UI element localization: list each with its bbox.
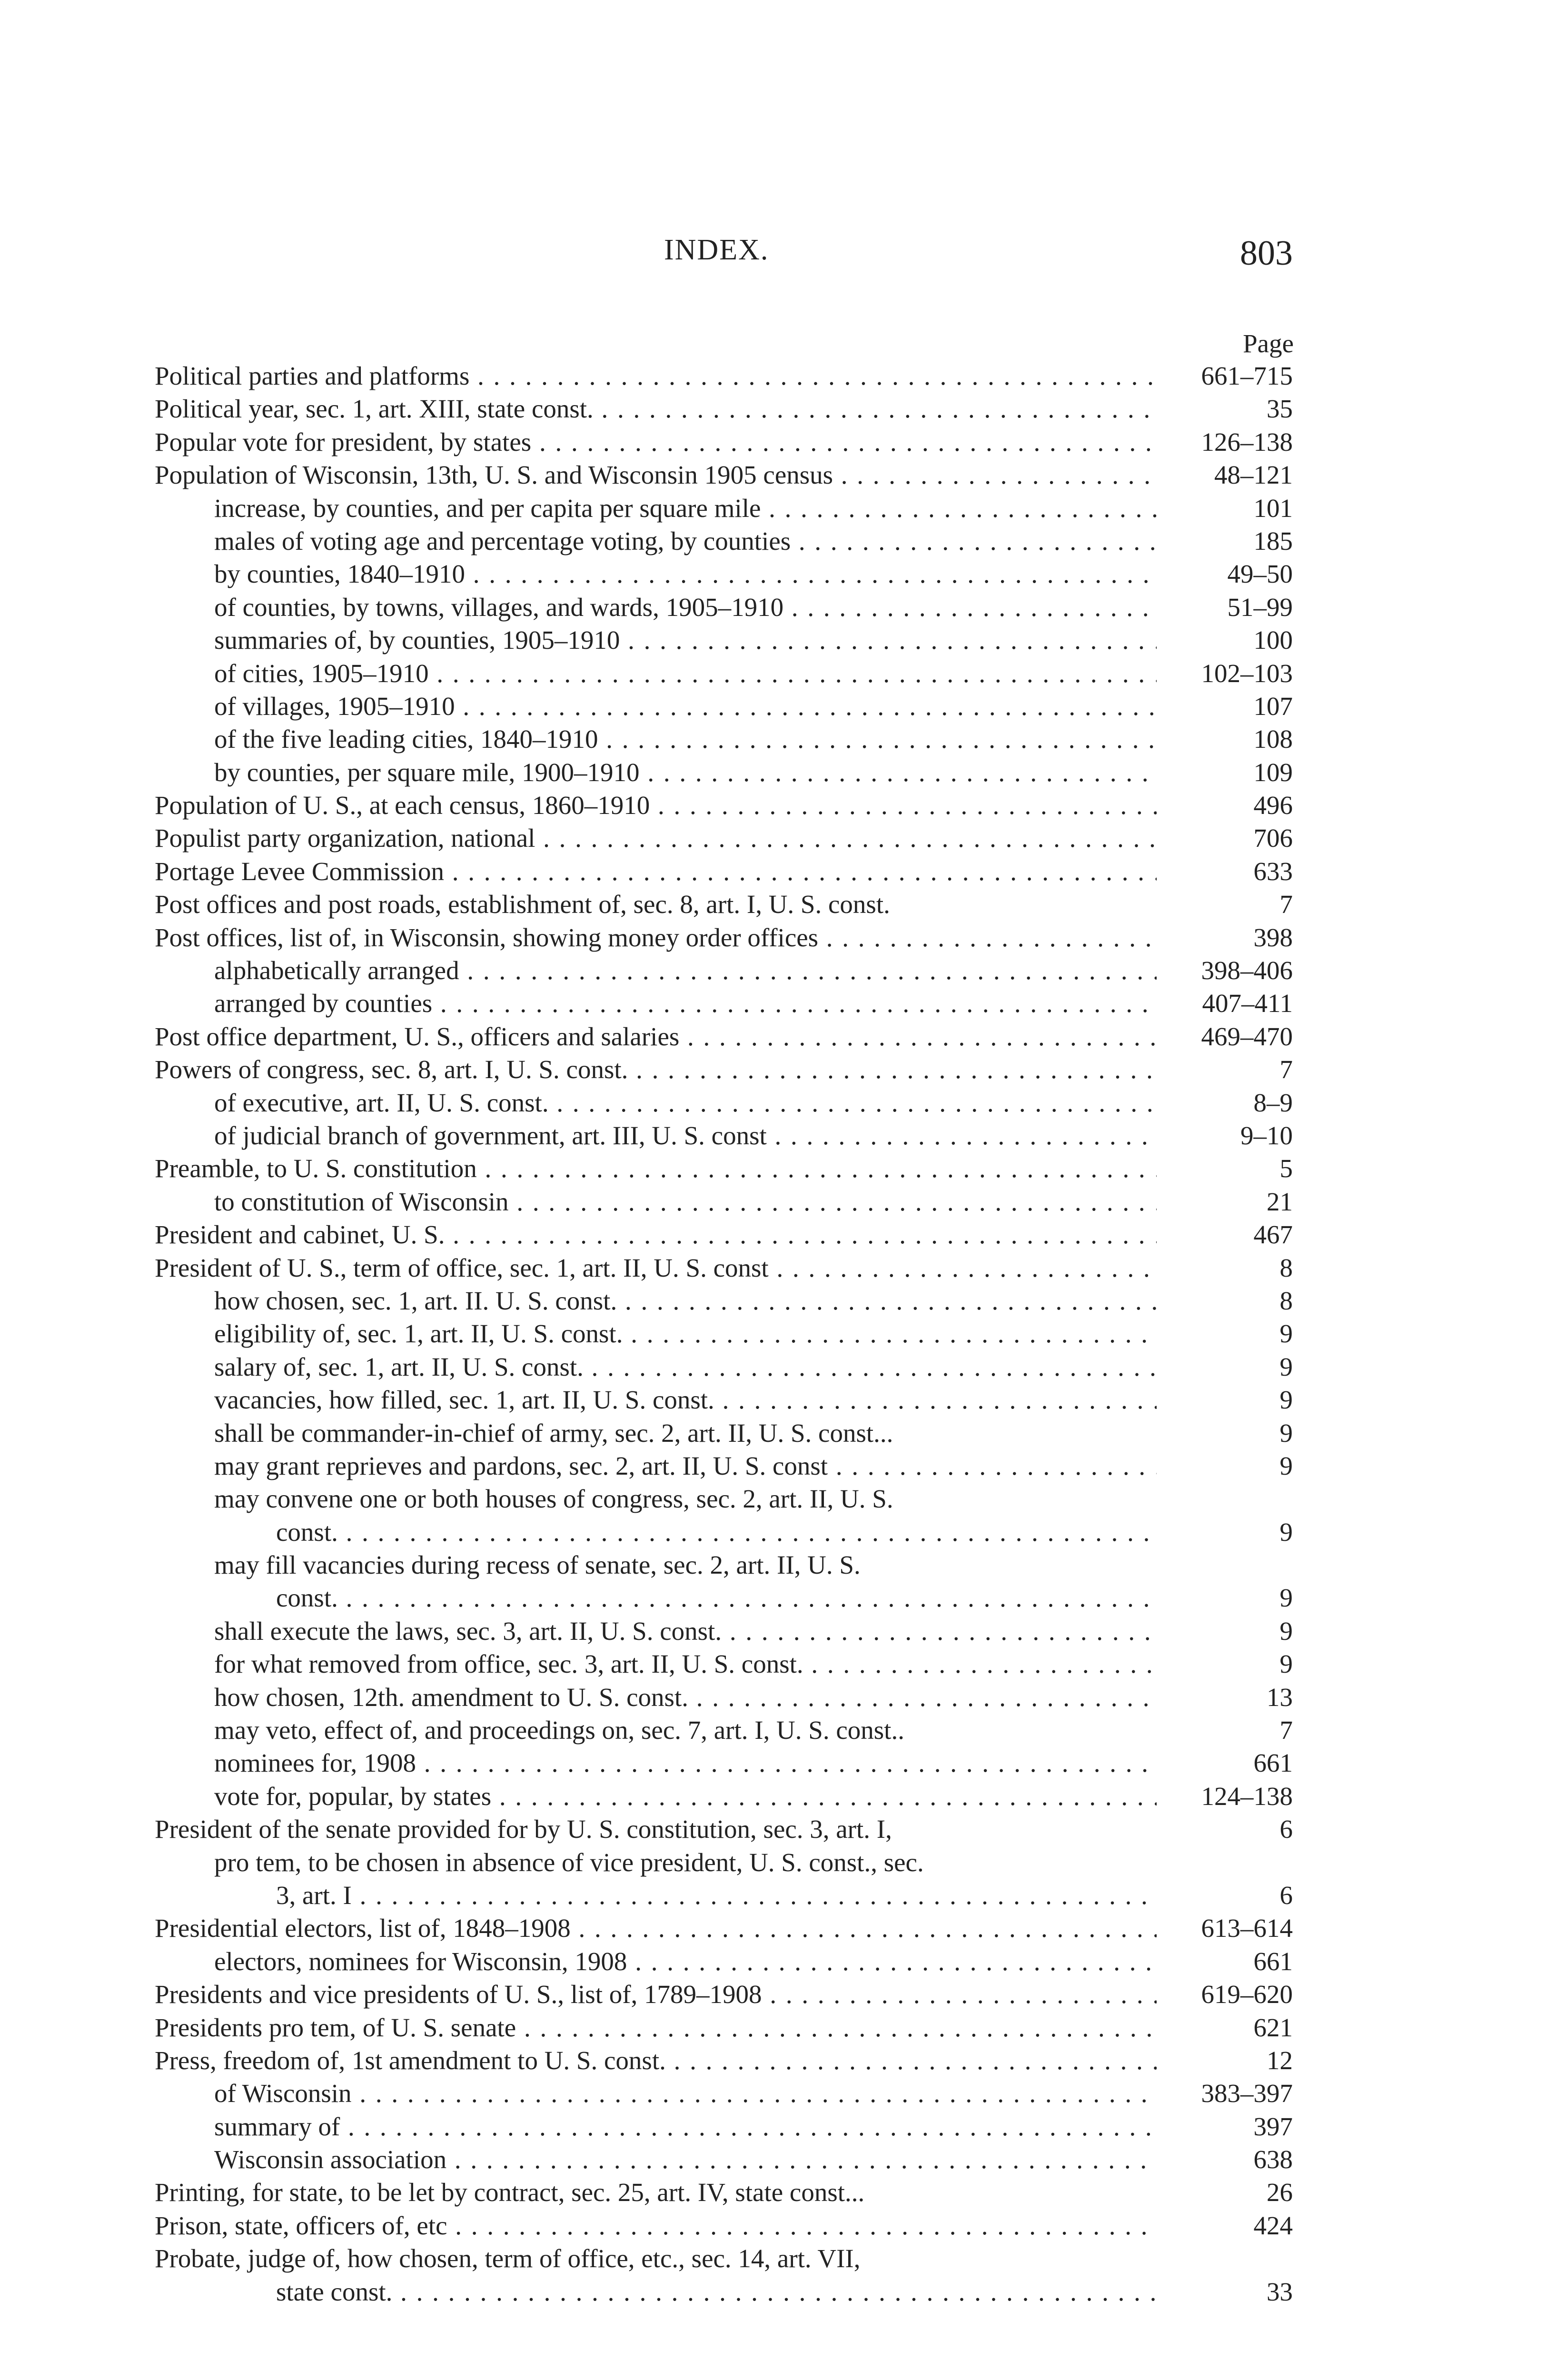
index-entry [0, 1746, 1546, 1779]
index-entry [0, 1185, 1546, 1218]
entry-page: 661 [1253, 1946, 1293, 1976]
entry-page: 9 [1279, 1517, 1293, 1547]
index-entry [0, 1780, 1546, 1813]
entry-text: Portage Levee Commission . . . [155, 855, 1157, 888]
index-entry [0, 855, 1546, 888]
index-entry [0, 1846, 1546, 1879]
entry-page: 101 [1253, 493, 1293, 523]
entry-text: may grant reprieves and pardons, sec. 2, art. II, U. S. const . . . [214, 1449, 1157, 1482]
entry-page: 9 [1279, 1649, 1293, 1679]
entry-text: of judicial branch of government, art. III, U. S. const . . . [214, 1119, 1157, 1152]
index-entry [0, 1152, 1546, 1185]
index-entry [0, 1383, 1546, 1416]
entry-text: Probate, judge of, how chosen, term of office, etc., sec. 14, art. VII, [155, 2244, 861, 2273]
index-entry [0, 1813, 1546, 1845]
entry-page: 109 [1253, 757, 1293, 787]
entry-text: for what removed from office, sec. 3, art. II, U. S. const. . . . [214, 1647, 1157, 1680]
entry-page: 108 [1253, 724, 1293, 754]
entry-text: const. . . . [276, 1581, 1157, 1614]
entry-text: of cities, 1905–1910 . . . [214, 657, 1157, 690]
index-entry [0, 1647, 1546, 1680]
index-entry [0, 2011, 1546, 2044]
index-entry [0, 822, 1546, 854]
entry-page: 661–715 [1201, 361, 1293, 390]
entry-text: Presidential electors, list of, 1848–1908 . . . [155, 1912, 1157, 1944]
entry-text: const. . . . [276, 1516, 1157, 1548]
entry-text: eligibility of, sec. 1, art. II, U. S. const. . . . [214, 1317, 1157, 1350]
entry-page: 9 [1279, 1583, 1293, 1613]
entry-text: nominees for, 1908 . . . [214, 1746, 1157, 1779]
entry-text: of counties, by towns, villages, and wards, 1905–1910 . . . [214, 591, 1157, 624]
entry-page: 407–411 [1202, 989, 1293, 1018]
entry-page: 49–50 [1227, 559, 1293, 589]
index-entry [0, 987, 1546, 1020]
index-entry [0, 458, 1546, 491]
entry-page: 100 [1253, 625, 1293, 655]
entry-page: 6 [1279, 1815, 1293, 1844]
entry-page: 13 [1267, 1682, 1293, 1712]
entry-text: of the five leading cities, 1840–1910 . . . [214, 723, 1157, 755]
entry-text: how chosen, 12th. amendment to U. S. const. . . . [214, 1681, 1157, 1714]
entry-page: 21 [1267, 1187, 1293, 1216]
index-entry [0, 2209, 1546, 2242]
entry-text: Prison, state, officers of, etc . . . [155, 2209, 1157, 2242]
entry-page: 185 [1253, 526, 1293, 555]
entry-page: 469–470 [1201, 1021, 1293, 1051]
index-entry [0, 359, 1546, 392]
entry-text: vacancies, how filled, sec. 1, art. II, U. S. const. . . . [214, 1383, 1157, 1416]
index-entry [0, 1581, 1546, 1614]
entry-text: 3, art. I . . . [276, 1879, 1157, 1912]
index-entry [0, 2044, 1546, 2077]
index-entry [0, 1978, 1546, 2011]
entry-page: 51–99 [1227, 592, 1293, 622]
entry-page: 7 [1279, 890, 1293, 919]
entry-text: summaries of, by counties, 1905–1910 . . . [214, 624, 1157, 656]
entry-page: 107 [1253, 691, 1293, 721]
entry-text: Press, freedom of, 1st amendment to U. S. const. . . . [155, 2044, 1157, 2077]
index-entry [0, 1417, 1546, 1449]
entry-text: Printing, for state, to be let by contract, sec. 25, art. IV, state const... [155, 2178, 865, 2207]
entry-page: 638 [1253, 2145, 1293, 2174]
entry-text: Population of Wisconsin, 13th, U. S. and Wisconsin 1905 census . . . [155, 458, 1157, 491]
index-entry [0, 2176, 1546, 2209]
entry-page: 398–406 [1201, 956, 1293, 985]
entry-page: 619–620 [1201, 1980, 1293, 2009]
index-entry [0, 2077, 1546, 2110]
index-entry [0, 1020, 1546, 1053]
index-entry [0, 1053, 1546, 1086]
entry-text: President and cabinet, U. S. . . . [155, 1218, 1157, 1251]
entry-page: 9 [1279, 1319, 1293, 1349]
entry-page: 33 [1267, 2277, 1293, 2306]
index-entry [0, 2143, 1546, 2176]
entry-text: to constitution of Wisconsin . . . [214, 1185, 1157, 1218]
index-entry [0, 525, 1546, 557]
entry-text: Powers of congress, sec. 8, art. I, U. S. const. . . . [155, 1053, 1157, 1086]
entry-text: may veto, effect of, and proceedings on, sec. 7, art. I, U. S. const.. [214, 1716, 904, 1745]
entry-page: 467 [1253, 1220, 1293, 1250]
index-entry [0, 690, 1546, 723]
entry-page: 12 [1267, 2045, 1293, 2075]
index-entry [0, 1879, 1546, 1912]
entry-page: 7 [1279, 1055, 1293, 1084]
index-entry [0, 1945, 1546, 1978]
entry-page: 9 [1279, 1385, 1293, 1415]
entry-text: males of voting age and percentage voting, by counties . . . [214, 525, 1157, 557]
index-entry [0, 557, 1546, 590]
entry-page: 661 [1253, 1748, 1293, 1778]
index-entry [0, 2110, 1546, 2143]
entry-page: 5 [1279, 1154, 1293, 1183]
entry-text: Popular vote for president, by states . . . [155, 426, 1157, 458]
entry-page: 8–9 [1253, 1088, 1293, 1117]
index-entry [0, 492, 1546, 525]
entry-text: may convene one or both houses of congress, sec. 2, art. II, U. S. [214, 1484, 893, 1514]
entry-page: 9 [1279, 1451, 1293, 1480]
index-entry [0, 392, 1546, 425]
index-entry [0, 888, 1546, 921]
entry-text: shall be commander-in-chief of army, sec. 2, art. II, U. S. const... [214, 1418, 893, 1448]
index-entry [0, 1548, 1546, 1581]
entry-page: 9–10 [1240, 1121, 1293, 1150]
entry-text: of executive, art. II, U. S. const. . . . [214, 1086, 1157, 1119]
entry-page: 398 [1253, 922, 1293, 952]
entry-text: Preamble, to U. S. constitution . . . [155, 1152, 1157, 1185]
entry-text: Populist party organization, national . . . [155, 822, 1157, 854]
entry-page: 397 [1253, 2112, 1293, 2141]
index-entry [0, 1251, 1546, 1284]
entry-text: pro tem, to be chosen in absence of vice president, U. S. const., sec. [214, 1847, 924, 1877]
entry-page: 633 [1253, 856, 1293, 886]
entry-text: summary of . . . [214, 2110, 1157, 2143]
entry-page: 424 [1253, 2211, 1293, 2240]
entry-text: Wisconsin association . . . [214, 2143, 1157, 2176]
index-entry [0, 1482, 1546, 1515]
index-entry [0, 426, 1546, 458]
page-number: 803 [1240, 234, 1293, 273]
index-entry [0, 2275, 1546, 2308]
index-entry [0, 921, 1546, 954]
entry-page: 383–397 [1201, 2079, 1293, 2108]
index-entry [0, 1350, 1546, 1383]
entry-text: state const. . . . [276, 2275, 1157, 2308]
index-entry [0, 756, 1546, 789]
entry-text: alphabetically arranged . . . [214, 954, 1157, 987]
index-entry [0, 2242, 1546, 2275]
entry-page: 9 [1279, 1352, 1293, 1381]
entry-text: shall execute the laws, sec. 3, art. II, U. S. const. . . . [214, 1615, 1157, 1647]
entry-text: Political year, sec. 1, art. XIII, state const. . . . [155, 392, 1157, 425]
entry-text: of Wisconsin . . . [214, 2077, 1157, 2110]
index-entry [0, 1119, 1546, 1152]
entry-page: 8 [1279, 1286, 1293, 1315]
entry-page: 9 [1279, 1616, 1293, 1646]
index-entry [0, 1615, 1546, 1647]
entry-page: 102–103 [1201, 658, 1293, 688]
entry-page: 124–138 [1201, 1781, 1293, 1811]
entry-page: 26 [1267, 2178, 1293, 2207]
entry-text: vote for, popular, by states . . . [214, 1780, 1157, 1813]
index-entry [0, 1317, 1546, 1350]
index-entries [0, 359, 1546, 2308]
entry-text: Presidents and vice presidents of U. S., list of, 1789–1908 . . . [155, 1978, 1157, 2011]
entry-text: President of U. S., term of office, sec. 1, art. II, U. S. const . . . [155, 1251, 1157, 1284]
index-entry [0, 591, 1546, 624]
entry-text: Post office department, U. S., officers and salaries . . . [155, 1020, 1157, 1053]
entry-page: 706 [1253, 823, 1293, 853]
index-entry [0, 789, 1546, 822]
entry-text: arranged by counties . . . [214, 987, 1157, 1020]
entry-text: by counties, 1840–1910 . . . [214, 557, 1157, 590]
index-entry [0, 1284, 1546, 1317]
entry-text: President of the senate provided for by U. S. constitution, sec. 3, art. I, [155, 1815, 892, 1844]
index-entry [0, 1449, 1546, 1482]
index-entry [0, 657, 1546, 690]
entry-page: 8 [1279, 1253, 1293, 1282]
index-entry [0, 723, 1546, 755]
entry-text: Population of U. S., at each census, 1860–1910 . . . [155, 789, 1157, 822]
entry-page: 9 [1279, 1418, 1293, 1448]
entry-text: electors, nominees for Wisconsin, 1908 . . . [214, 1945, 1157, 1978]
entry-page: 126–138 [1201, 427, 1293, 456]
entry-text: by counties, per square mile, 1900–1910 . . . [214, 756, 1157, 789]
index-entry [0, 1912, 1546, 1944]
index-entry [0, 954, 1546, 987]
index-entry [0, 1218, 1546, 1251]
entry-text: may fill vacancies during recess of senate, sec. 2, art. II, U. S. [214, 1550, 861, 1580]
entry-page: 613–614 [1201, 1914, 1293, 1943]
entry-text: Presidents pro tem, of U. S. senate . . . [155, 2011, 1157, 2044]
entry-text: Post offices, list of, in Wisconsin, showing money order offices . . . [155, 921, 1157, 954]
index-entry [0, 1714, 1546, 1746]
entry-page: 35 [1267, 394, 1293, 424]
entry-text: how chosen, sec. 1, art. II. U. S. const. . . . [214, 1284, 1157, 1317]
index-entry [0, 1681, 1546, 1714]
index-entry [0, 1086, 1546, 1119]
index-entry [0, 1516, 1546, 1548]
entry-text: Post offices and post roads, establishment of, sec. 8, art. I, U. S. const. [155, 890, 890, 919]
entry-text: salary of, sec. 1, art. II, U. S. const. . . . [214, 1350, 1157, 1383]
entry-page: 7 [1279, 1716, 1293, 1745]
page-column-label: Page [1243, 329, 1294, 358]
running-head: INDEX. [664, 234, 769, 266]
index-entry [0, 624, 1546, 656]
entry-text: Political parties and platforms . . . [155, 359, 1157, 392]
entry-text: of villages, 1905–1910 . . . [214, 690, 1157, 723]
entry-page: 621 [1253, 2013, 1293, 2042]
entry-page: 6 [1279, 1880, 1293, 1910]
entry-page: 496 [1253, 791, 1293, 820]
entry-text: increase, by counties, and per capita per square mile . . . [214, 492, 1157, 525]
entry-page: 48–121 [1214, 460, 1293, 490]
